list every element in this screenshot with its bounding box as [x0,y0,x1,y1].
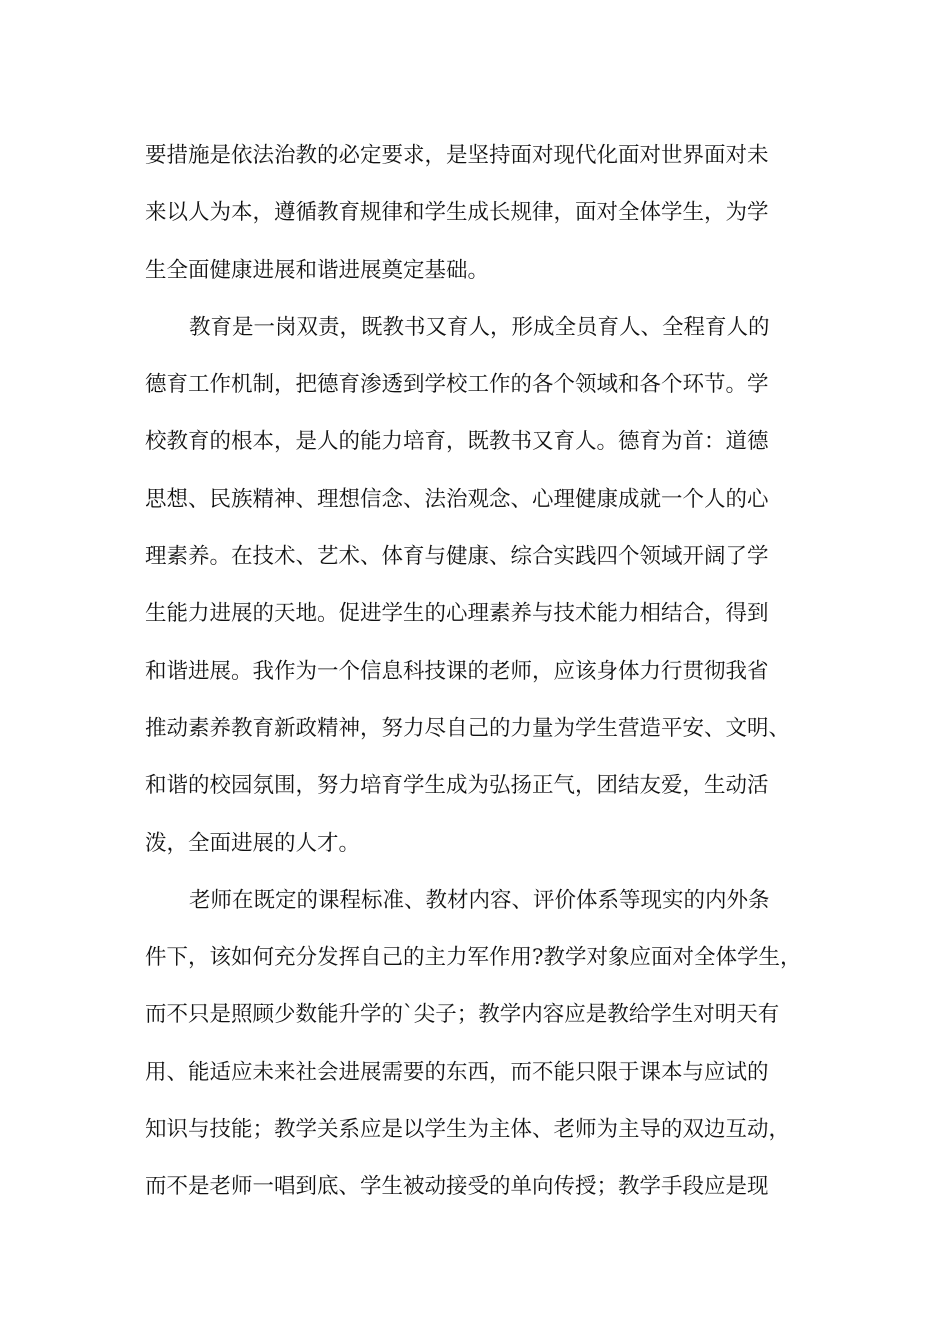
text-line: 和谐的校园氛围，努力培育学生成为弘扬正气，团结友爱，生动活 [145,773,769,799]
text-line: 生全面健康进展和谐进展奠定基础。 [145,257,490,283]
text-line: 推动素养教育新政精神，努力尽自己的力量为学生营造平安、文明、 [145,715,791,741]
text-line: 而不只是照顾少数能升学的`尖子；教学内容应是教给学生对明天有 [145,1002,780,1028]
text-line: 要措施是依法治教的必定要求，是坚持面对现代化面对世界面对未 [145,143,769,168]
text-line: 知识与技能；教学关系应是以学生为主体、老师为主导的双边互动， [145,1117,791,1143]
text-line: 来以人为本，遵循教育规律和学生成长规律，面对全体学生，为学 [145,200,769,226]
paragraph-first-line: 教育是一岗双责，既教书又育人，形成全员育人、全程育人的 [189,314,770,340]
text-line: 校教育的根本，是人的能力培育，既教书又育人。德育为首：道德 [145,429,769,455]
text-line: 泼，全面进展的人才。 [145,830,361,856]
text-line: 件下，该如何充分发挥自己的主力军作用?教学对象应面对全体学生， [145,945,802,971]
text-line: 用、能适应未来社会进展需要的东西，而不能只限于课本与应试的 [145,1059,769,1085]
text-line: 思想、民族精神、理想信念、法治观念、心理健康成就一个人的心 [145,486,769,512]
text-line: 生能力进展的天地。促进学生的心理素养与技术能力相结合，得到 [145,601,769,627]
text-line: 理素养。在技术、艺术、体育与健康、综合实践四个领域开阔了学 [145,544,769,570]
body-text [145,127,825,1216]
paragraph-first-line: 老师在既定的课程标准、教材内容、评价体系等现实的内外条 [189,887,770,913]
text-line: 和谐进展。我作为一个信息科技课的老师，应该身体力行贯彻我省 [145,658,769,684]
text-line: 而不是老师一唱到底、学生被动接受的单向传授；教学手段应是现 [145,1174,769,1200]
text-line: 德育工作机制，把德育渗透到学校工作的各个领域和各个环节。学 [145,372,769,398]
